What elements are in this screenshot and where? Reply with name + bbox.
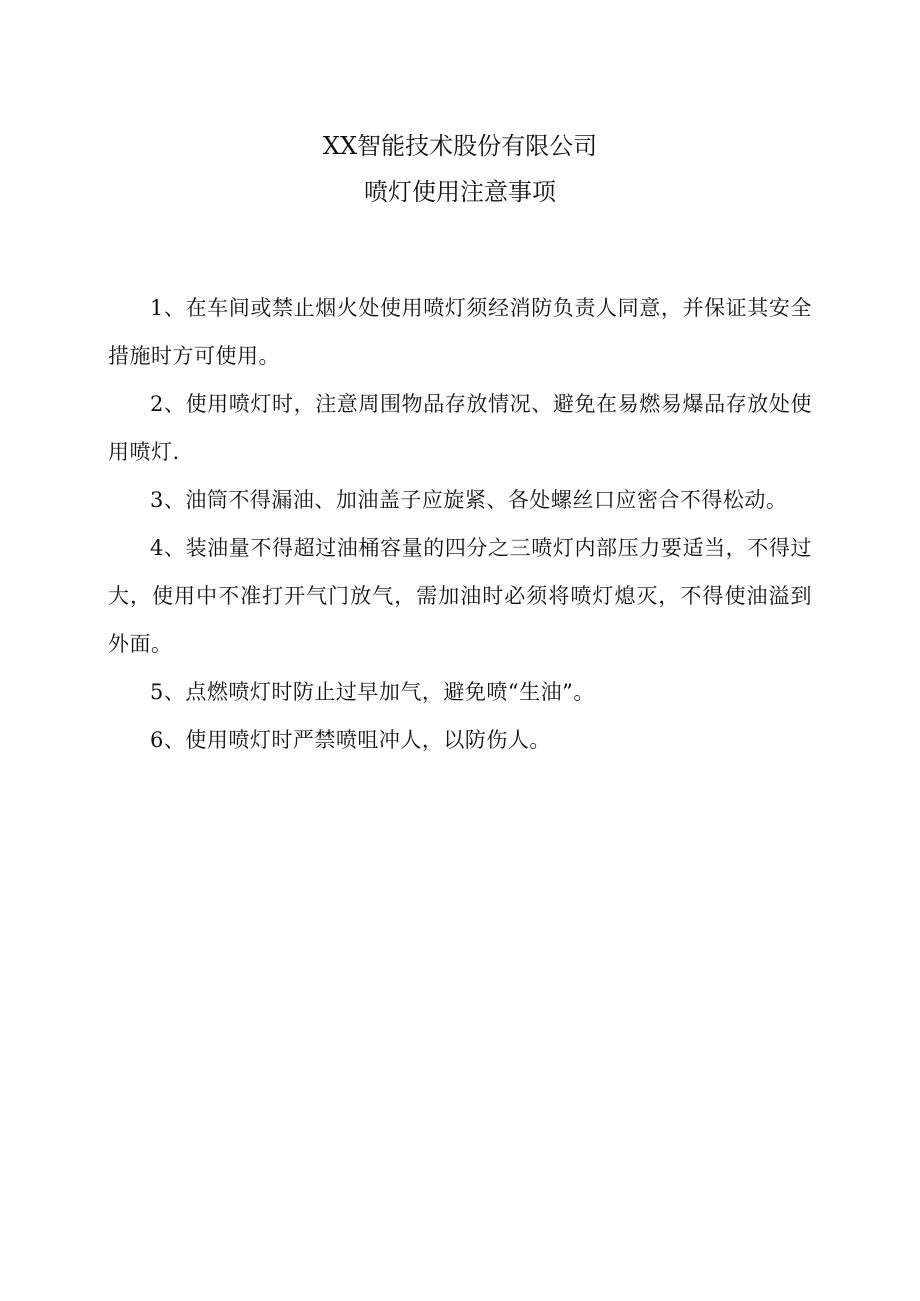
company-title: XX智能技术股份有限公司 — [322, 132, 598, 160]
paragraph-6: 6、使用喷灯时严禁喷咀冲人，以防伤人。 — [150, 728, 551, 752]
paragraph-1: 1、在车间或禁止烟火处使用喷灯须经消防负责人同意，并保证其安全措施时方可使用。 — [108, 296, 812, 368]
paragraph-5: 5、点燃喷灯时防止过早加气，避免喷“生油”。 — [150, 680, 595, 704]
paragraph-4: 4、装油量不得超过油桶容量的四分之三喷灯内部压力要适当，不得过大，使用中不准打开气门放气，需加油时必须将喷灯熄灭，不得使油溢到外面。 — [108, 536, 812, 656]
title-block — [108, 0, 812, 214]
document-title: 喷灯使用注意事项 — [364, 178, 556, 206]
document-body — [108, 284, 812, 764]
paragraph-3: 3、油筒不得漏油、加油盖子应旋紧、各处螺丝口应密合不得松动。 — [150, 488, 788, 512]
paragraph-2: 2、使用喷灯时，注意周围物品存放情况、避免在易燃易爆品存放处使用喷灯. — [108, 392, 812, 464]
